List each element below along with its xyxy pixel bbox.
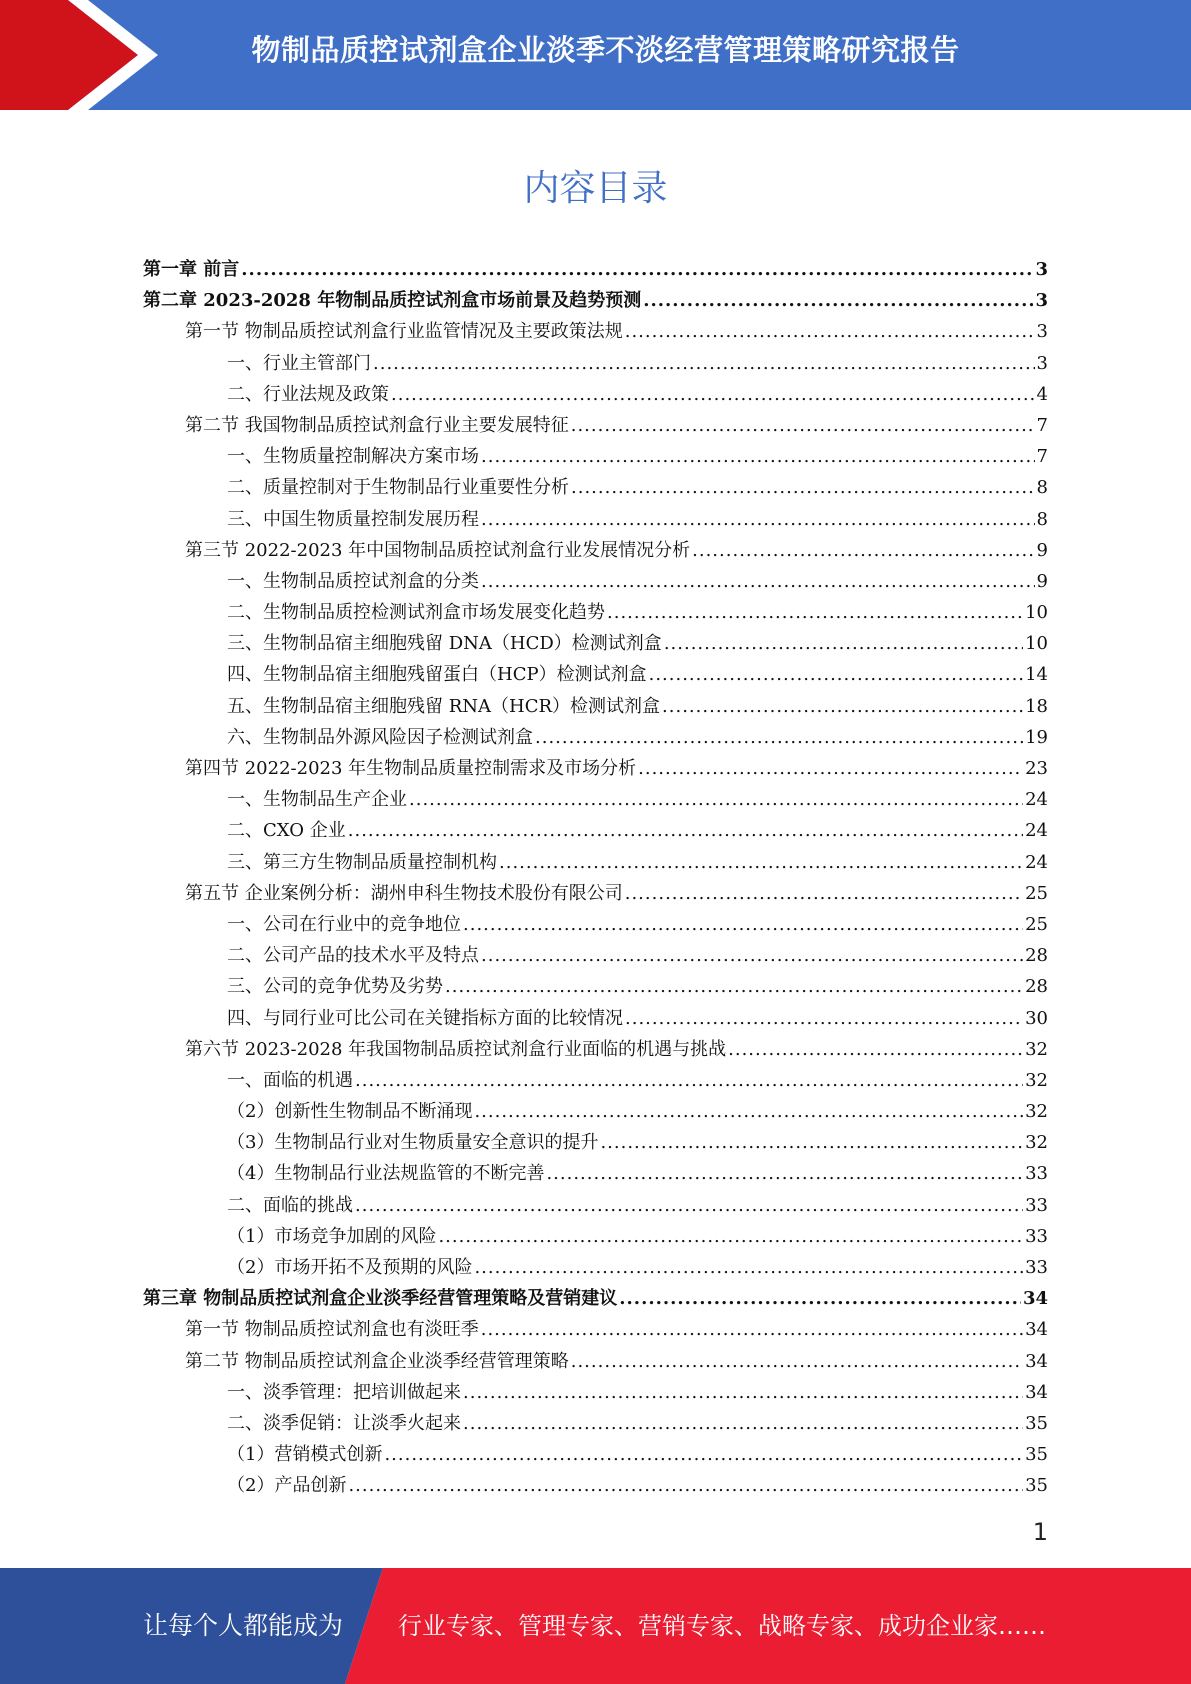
toc-entry-page: 9 — [1036, 570, 1048, 592]
toc-leader-dots — [463, 1408, 1023, 1439]
toc-entry-page: 8 — [1036, 508, 1048, 530]
toc-entry-page: 10 — [1025, 633, 1048, 655]
toc-entry-page: 19 — [1025, 726, 1048, 748]
toc-leader-dots — [619, 1283, 1021, 1314]
toc-entry[interactable] — [143, 535, 1048, 566]
toc-entry-title: 第六节 2023-2028 年我国物制品质控试剂盒行业面临的机遇与挑战 — [185, 1038, 727, 1060]
toc-entry-title: 第二节 物制品质控试剂盒企业淡季经营管理策略 — [185, 1350, 569, 1372]
toc-entry-title: 第二章 2023-2028 年物制品质控试剂盒市场前景及趋势预测 — [143, 290, 642, 312]
toc-entry[interactable] — [143, 1314, 1048, 1345]
toc-leader-dots — [625, 1003, 1023, 1034]
toc-entry-page: 34 — [1025, 1319, 1048, 1341]
toc-entry-title: 二、面临的挑战 — [227, 1194, 353, 1216]
toc-entry[interactable] — [143, 348, 1048, 379]
toc-leader-dots — [662, 691, 1023, 722]
toc-entry-page: 24 — [1025, 851, 1048, 873]
toc-entry[interactable] — [143, 1127, 1048, 1158]
toc-entry-title: 三、公司的竞争优势及劣势 — [227, 976, 443, 998]
toc-leader-dots — [546, 1158, 1023, 1189]
toc-entry-page: 3 — [1035, 259, 1048, 280]
toc-entry-page: 10 — [1025, 602, 1048, 624]
toc-leader-dots — [481, 1314, 1023, 1345]
toc-entry[interactable] — [143, 784, 1048, 815]
toc-entry-title: 第四节 2022-2023 年生物制品质量控制需求及市场分析 — [185, 758, 637, 779]
toc-leader-dots — [384, 1439, 1023, 1470]
toc-entry-title: 二、公司产品的技术水平及特点 — [227, 945, 479, 967]
footer-slogan-left: 让每个人都能成为 — [143, 1611, 344, 1640]
toc-entry-page: 7 — [1036, 446, 1048, 468]
toc-entry-page: 28 — [1025, 945, 1048, 967]
toc-entry-page: 35 — [1025, 1475, 1048, 1497]
toc-entry-page: 33 — [1025, 1163, 1048, 1185]
toc-leader-dots — [241, 254, 1033, 285]
toc-entry-title: 二、行业法规及政策 — [227, 383, 389, 405]
toc-entry-title: （2）创新性生物制品不断涌现 — [227, 1101, 473, 1123]
toc-leader-dots — [600, 1127, 1023, 1158]
toc-entry-page: 18 — [1025, 695, 1048, 717]
toc-entry[interactable] — [143, 691, 1048, 722]
toc-entry-title: （1）营销模式创新 — [227, 1444, 383, 1466]
toc-entry[interactable] — [143, 1221, 1048, 1252]
toc-entry[interactable] — [143, 316, 1048, 347]
toc-entry[interactable] — [143, 878, 1048, 909]
toc-entry-page: 3 — [1036, 321, 1048, 343]
toc-entry-page: 34 — [1025, 1381, 1048, 1403]
toc-entry-page: 32 — [1025, 1038, 1048, 1060]
toc-entry-page: 24 — [1025, 820, 1048, 842]
toc-entry-page: 25 — [1025, 882, 1048, 904]
toc-entry-page: 3 — [1035, 290, 1048, 312]
arrow-decoration-icon — [0, 0, 160, 110]
toc-entry-page: 23 — [1025, 758, 1048, 779]
toc-leader-dots — [445, 971, 1023, 1002]
toc-entry[interactable] — [143, 1346, 1048, 1377]
toc-leader-dots — [571, 472, 1035, 503]
toc-entry-page: 30 — [1025, 1007, 1048, 1029]
toc-entry[interactable] — [143, 472, 1048, 503]
page-number: 1 — [1032, 1518, 1048, 1546]
toc-leader-dots — [481, 441, 1035, 472]
toc-entry-page: 9 — [1036, 539, 1048, 561]
toc-entry-title: 五、生物制品宿主细胞残留 RNA（HCR）检测试剂盒 — [227, 695, 661, 717]
toc-entry-title: 四、生物制品宿主细胞残留蛋白（HCP）检测试剂盒 — [227, 664, 647, 686]
toc-entry-page: 34 — [1022, 1288, 1048, 1310]
toc-leader-dots — [481, 504, 1035, 535]
toc-entry[interactable] — [143, 847, 1048, 878]
toc-leader-dots — [348, 1470, 1023, 1501]
toc-leader-dots — [355, 1065, 1023, 1096]
toc-leader-dots — [535, 722, 1023, 753]
toc-leader-dots — [571, 1346, 1023, 1377]
toc-entry[interactable] — [143, 504, 1048, 535]
toc-entry[interactable] — [143, 410, 1048, 441]
toc-entry[interactable] — [143, 1190, 1048, 1221]
toc-leader-dots — [409, 784, 1023, 815]
toc-leader-dots — [625, 316, 1035, 347]
toc-entry-title: 第三章 物制品质控试剂盒企业淡季经营管理策略及营销建议 — [143, 1288, 618, 1310]
toc-entry-title: 三、生物制品宿主细胞残留 DNA（HCD）检测试剂盒 — [227, 633, 662, 655]
toc-entry-title: （2）市场开拓不及预期的风险 — [227, 1257, 473, 1278]
toc-entry-title: （3）生物制品行业对生物质量安全意识的提升 — [227, 1132, 599, 1154]
toc-entry[interactable] — [143, 597, 1048, 628]
toc-entry-title: 四、与同行业可比公司在关键指标方面的比较情况 — [227, 1007, 623, 1029]
toc-entry-title: （4）生物制品行业法规监管的不断完善 — [227, 1163, 545, 1185]
toc-entry-page: 33 — [1025, 1225, 1048, 1247]
toc-entry-page: 4 — [1036, 383, 1048, 405]
toc-entry[interactable] — [143, 1252, 1048, 1283]
toc-entry-title: 二、生物制品质控检测试剂盒市场发展变化趋势 — [227, 602, 605, 624]
toc-entry[interactable] — [143, 1408, 1048, 1439]
toc-entry-page: 3 — [1036, 352, 1048, 374]
toc-entry-page: 35 — [1025, 1412, 1048, 1434]
toc-entry-title: 三、第三方生物制品质量控制机构 — [227, 851, 497, 873]
toc-entry-title: 二、淡季促销：让淡季火起来 — [227, 1412, 461, 1434]
toc-entry-title: （2）产品创新 — [227, 1475, 347, 1497]
toc-leader-dots — [355, 1190, 1023, 1221]
toc-entry[interactable] — [143, 1377, 1048, 1408]
toc-entry[interactable] — [143, 815, 1048, 846]
toc-entry[interactable] — [143, 1034, 1048, 1065]
toc-entry-page: 24 — [1025, 789, 1048, 811]
toc-entry-page: 25 — [1025, 913, 1048, 935]
toc-leader-dots — [348, 815, 1023, 846]
toc-leader-dots — [638, 753, 1023, 784]
toc-leader-dots — [571, 410, 1035, 441]
toc-entry-page: 32 — [1025, 1069, 1048, 1091]
toc-leader-dots — [481, 566, 1035, 597]
toc-entry-title: 一、生物制品生产企业 — [227, 789, 407, 811]
toc-entry[interactable] — [143, 971, 1048, 1002]
toc-entry-page: 7 — [1036, 414, 1048, 436]
toc-leader-dots — [692, 535, 1034, 566]
toc-entry-title: 一、生物质量控制解决方案市场 — [227, 446, 479, 468]
toc-leader-dots — [728, 1034, 1023, 1065]
toc-entry[interactable] — [143, 379, 1048, 410]
toc-leader-dots — [474, 1252, 1023, 1283]
table-of-contents — [143, 254, 1048, 1502]
toc-entry-title: 第一节 物制品质控试剂盒行业监管情况及主要政策法规 — [185, 321, 623, 343]
toc-leader-dots — [391, 379, 1035, 410]
toc-entry-page: 8 — [1036, 477, 1048, 499]
toc-entry-page: 35 — [1025, 1444, 1048, 1466]
toc-leader-dots — [649, 659, 1024, 690]
toc-entry[interactable] — [143, 254, 1048, 285]
report-title: 物制品质控试剂盒企业淡季不淡经营管理策略研究报告 — [251, 33, 960, 67]
toc-entry-page: 28 — [1025, 976, 1048, 998]
toc-entry-title: 第三节 2022-2023 年中国物制品质控试剂盒行业发展情况分析 — [185, 539, 691, 561]
toc-entry-title: 一、淡季管理：把培训做起来 — [227, 1381, 461, 1403]
toc-entry-title: （1）市场竞争加剧的风险 — [227, 1225, 437, 1247]
toc-entry[interactable] — [143, 753, 1048, 784]
toc-entry-title: 一、行业主管部门 — [227, 352, 371, 374]
toc-entry[interactable] — [143, 940, 1048, 971]
toc-entry[interactable] — [143, 909, 1048, 940]
toc-leader-dots — [625, 878, 1023, 909]
toc-entry-page: 32 — [1025, 1101, 1048, 1123]
toc-entry[interactable] — [143, 1470, 1048, 1501]
toc-leader-dots — [607, 597, 1023, 628]
toc-leader-dots — [643, 285, 1033, 316]
toc-entry-title: 一、公司在行业中的竞争地位 — [227, 913, 461, 935]
toc-entry-page: 14 — [1025, 664, 1048, 686]
toc-entry-title: 六、生物制品外源风险因子检测试剂盒 — [227, 726, 533, 748]
header-banner — [0, 0, 1191, 110]
toc-leader-dots — [438, 1221, 1023, 1252]
toc-leader-dots — [373, 348, 1035, 379]
toc-entry-title: 第二节 我国物制品质控试剂盒行业主要发展特征 — [185, 414, 569, 436]
toc-entry-page: 33 — [1025, 1194, 1048, 1216]
toc-entry-title: 一、生物制品质控试剂盒的分类 — [227, 570, 479, 592]
toc-entry-page: 34 — [1025, 1350, 1048, 1372]
toc-entry[interactable] — [143, 659, 1048, 690]
toc-entry[interactable] — [143, 1283, 1048, 1314]
toc-entry-page: 32 — [1025, 1132, 1048, 1154]
toc-entry[interactable] — [143, 1065, 1048, 1096]
footer-banner — [0, 1568, 1191, 1684]
toc-entry-page: 33 — [1025, 1257, 1048, 1278]
toc-entry[interactable] — [143, 628, 1048, 659]
toc-entry-title: 二、质量控制对于生物制品行业重要性分析 — [227, 477, 569, 499]
toc-entry-title: 第五节 企业案例分析：湖州申科生物技术股份有限公司 — [185, 882, 623, 904]
toc-entry[interactable] — [143, 722, 1048, 753]
toc-entry[interactable] — [143, 566, 1048, 597]
toc-leader-dots — [499, 847, 1023, 878]
toc-leader-dots — [664, 628, 1023, 659]
toc-entry[interactable] — [143, 1096, 1048, 1127]
toc-entry[interactable] — [143, 1003, 1048, 1034]
toc-entry[interactable] — [143, 1158, 1048, 1189]
toc-heading: 内容目录 — [523, 168, 668, 209]
toc-leader-dots — [463, 909, 1023, 940]
toc-entry-title: 一、面临的机遇 — [227, 1069, 353, 1091]
footer-slogan-right: 行业专家、管理专家、营销专家、战略专家、成功企业家…… — [398, 1612, 1046, 1640]
toc-entry-title: 二、CXO 企业 — [227, 820, 346, 842]
toc-entry[interactable] — [143, 441, 1048, 472]
toc-leader-dots — [463, 1377, 1023, 1408]
toc-leader-dots — [474, 1096, 1023, 1127]
toc-entry-title: 三、中国生物质量控制发展历程 — [227, 508, 479, 530]
toc-entry[interactable] — [143, 285, 1048, 316]
toc-entry[interactable] — [143, 1439, 1048, 1470]
toc-leader-dots — [481, 940, 1023, 971]
toc-entry-title: 第一章 前言 — [143, 259, 240, 280]
toc-entry-title: 第一节 物制品质控试剂盒也有淡旺季 — [185, 1319, 479, 1341]
